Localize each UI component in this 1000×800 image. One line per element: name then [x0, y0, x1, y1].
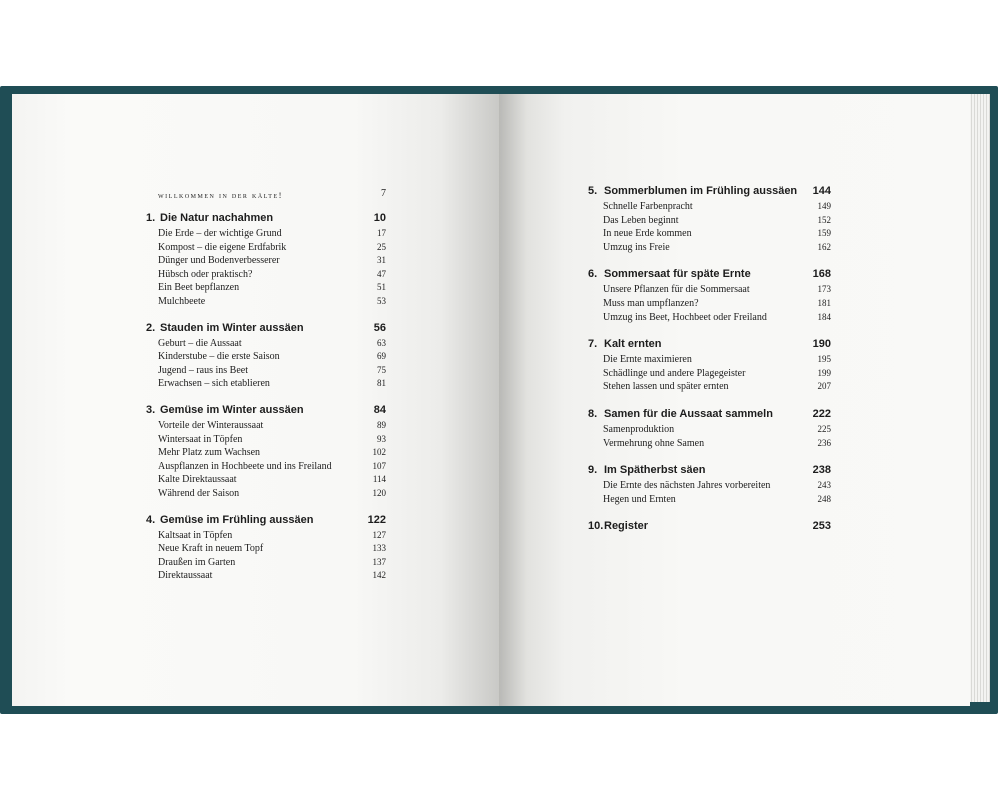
toc-chapter-page: 253 [812, 520, 831, 533]
toc-section-page: 142 [372, 570, 386, 581]
toc-section-entry [146, 365, 386, 379]
toc-section-page: 89 [377, 420, 386, 430]
toc-chapter-number: 8. [588, 408, 598, 420]
toc-chapter-entry [588, 520, 831, 536]
toc-section-title: Mulchbeete [158, 296, 206, 307]
toc-section-title: Draußen im Garten [158, 556, 236, 568]
toc-section-page: 47 [377, 268, 386, 279]
toc-section-title: Erwachsen – sich etablieren [158, 378, 270, 390]
toc-section-title: Neue Kraft in neuem Topf [158, 543, 264, 555]
toc-section-entry [146, 530, 386, 544]
toc-section-entry [588, 438, 831, 452]
toc-section-title: Vorteile der Winteraussaat [158, 420, 264, 431]
toc-section-page: 25 [377, 241, 386, 252]
toc-section-title: In neue Erde kommen [603, 228, 692, 240]
toc-section-page: 152 [817, 214, 831, 225]
toc-section-page: 236 [817, 437, 831, 448]
toc-section-title: Hübsch oder praktisch? [158, 268, 253, 280]
toc-section-page: 207 [817, 381, 831, 392]
toc-section-entry [588, 381, 831, 395]
toc-section-page: 127 [372, 529, 386, 540]
toc-chapter-title: Die Natur nachahmen [160, 212, 274, 224]
toc-section-page: 195 [817, 354, 831, 365]
toc-section-page: 63 [377, 337, 386, 348]
toc-section-entry [588, 368, 831, 382]
toc-section-entry [588, 424, 831, 438]
toc-section-page: 133 [372, 543, 386, 554]
toc-section-entry [588, 494, 831, 508]
toc-section-entry [146, 447, 386, 461]
toc-section-title: Kompost – die eigene Erdfabrik [158, 241, 287, 253]
toc-section-title: Kaltsaat in Töpfen [158, 529, 233, 541]
toc-section-entry [146, 434, 386, 448]
toc-section-title: Kalte Direktaussaat [158, 474, 237, 486]
toc-section-title: Das Leben beginnt [603, 214, 679, 226]
toc-section-entry [146, 351, 386, 365]
toc-section-entry [146, 461, 386, 475]
toc-section-entry [146, 228, 386, 242]
toc-chapter-entry [146, 404, 386, 420]
toc-section-page: 199 [817, 367, 831, 378]
toc-section-page: 51 [377, 282, 386, 293]
toc-section-title: Kinderstube – die erste Saison [158, 351, 280, 363]
toc-section-entry [588, 228, 831, 242]
toc-chapter-entry [588, 464, 831, 480]
toc-section-entry [588, 354, 831, 368]
toc-chapter-number: 5. [588, 185, 598, 197]
toc-chapter-title: Gemüse im Frühling aussäen [160, 513, 314, 526]
toc-chapter-page: 84 [373, 404, 386, 416]
toc-section-title: Während der Saison [158, 488, 240, 499]
toc-section-entry [146, 570, 386, 584]
toc-section-title: Geburt – die Aussaat [158, 337, 242, 349]
toc-section-title: Auspflanzen in Hochbeete und ins Freiland [158, 460, 332, 472]
toc-section-title: Die Erde – der wichtige Grund [158, 228, 282, 239]
toc-section-entry [146, 242, 386, 256]
toc-section-title: Unsere Pflanzen für die Sommersaat [603, 284, 750, 296]
toc-chapter-entry [146, 514, 386, 530]
toc-section-page: 17 [377, 228, 386, 238]
toc-section-entry [146, 420, 386, 434]
toc-chapter-number: 9. [588, 464, 598, 477]
toc-section-entry [146, 543, 386, 557]
toc-section-title: Samenproduktion [603, 424, 675, 435]
toc-section-entry [588, 242, 831, 256]
toc-section-title: Die Ernte maximieren [603, 354, 692, 366]
toc-section-entry [588, 284, 831, 298]
toc-chapter-title: Stauden im Winter aussäen [160, 321, 304, 334]
toc-chapter-entry [588, 268, 831, 284]
toc-chapter-number: 1. [146, 212, 156, 224]
toc-section-page: 93 [377, 433, 386, 444]
toc-section-entry [146, 296, 386, 310]
toc-chapter-page: 56 [373, 321, 386, 334]
toc-chapter-entry [146, 322, 386, 338]
toc-section-entry [146, 269, 386, 283]
toc-section-page: 69 [377, 351, 386, 362]
toc-section-title: Schädlinge und andere Plagegeister [603, 367, 746, 379]
toc-section-entry [588, 480, 831, 494]
toc-section-page: 102 [372, 447, 386, 458]
toc-chapter-page: 144 [812, 185, 831, 197]
toc-section-page: 243 [817, 480, 831, 491]
toc-chapter-title: Gemüse im Winter aussäen [160, 404, 304, 416]
toc-chapter-page: 10 [373, 212, 386, 224]
toc-section-title: Ein Beet bepflanzen [158, 282, 240, 294]
toc-section-title: Stehen lassen und später ernten [603, 381, 729, 393]
toc-section-page: 81 [377, 378, 386, 389]
toc-section-page: 149 [817, 201, 831, 211]
toc-section-title: Direktaussaat [158, 570, 213, 582]
toc-section-title: Dünger und Bodenverbesserer [158, 255, 280, 267]
toc-chapter-number: 3. [146, 404, 156, 416]
toc-section-title: Umzug ins Beet, Hochbeet oder Freiland [603, 311, 767, 323]
toc-section-page: 162 [817, 241, 831, 252]
toc-intro-entry [146, 188, 386, 204]
toc-chapter-number: 10. [588, 520, 604, 533]
toc-section-page: 181 [817, 298, 831, 308]
toc-section-page: 31 [377, 255, 386, 266]
toc-chapter-title: Kalt ernten [604, 338, 662, 351]
toc-section-page: 120 [372, 488, 386, 498]
toc-section-page: 75 [377, 364, 386, 375]
toc-section-page: 107 [372, 460, 386, 471]
toc-section-entry [588, 312, 831, 326]
toc-section-title: Mehr Platz zum Wachsen [158, 447, 261, 459]
toc-section-page: 248 [817, 493, 831, 504]
toc-chapter-title: Sommerblumen im Frühling aussäen [604, 185, 798, 197]
toc-chapter-title: Im Spätherbst säen [604, 464, 706, 477]
toc-section-page: 137 [372, 556, 386, 567]
toc-section-page: 184 [817, 311, 831, 322]
toc-chapter-page: 122 [367, 513, 386, 526]
toc-chapter-title: Register [604, 520, 649, 533]
toc-section-entry [146, 282, 386, 296]
page-edges [968, 94, 990, 702]
toc-section-title: Hegen und Ernten [603, 493, 676, 505]
toc-section-entry [146, 474, 386, 488]
toc-chapter-page: 190 [812, 338, 831, 351]
toc-section-title: Die Ernte des nächsten Jahres vorbereiten [603, 480, 771, 492]
toc-section-page: 225 [817, 424, 831, 434]
toc-chapter-number: 6. [588, 268, 598, 281]
toc-section-title: Wintersaat in Töpfen [158, 433, 243, 445]
toc-chapter-entry [146, 212, 386, 228]
toc-section-title: Schnelle Farbenpracht [603, 201, 693, 212]
toc-section-page: 173 [817, 284, 831, 295]
toc-section-title: Umzug ins Freie [603, 241, 670, 253]
toc-section-entry [588, 298, 831, 312]
left-page [12, 94, 499, 706]
toc-section-entry [146, 338, 386, 352]
toc-intro-title: willkommen in der kälte! [158, 190, 283, 200]
toc-section-entry [146, 255, 386, 269]
toc-section-title: Jugend – raus ins Beet [158, 364, 248, 376]
toc-chapter-title: Samen für die Aussaat sammeln [604, 408, 773, 420]
toc-section-title: Vermehrung ohne Samen [603, 437, 705, 449]
toc-section-entry [146, 378, 386, 392]
toc-intro-page: 7 [381, 188, 386, 199]
toc-chapter-number: 7. [588, 338, 598, 351]
toc-section-entry [588, 215, 831, 229]
toc-chapter-number: 4. [146, 513, 156, 526]
toc-chapter-entry [588, 408, 831, 424]
toc-chapter-number: 2. [146, 321, 156, 334]
toc-chapter-entry [588, 185, 831, 201]
toc-chapter-page: 168 [812, 268, 831, 281]
toc-chapter-entry [588, 338, 831, 354]
toc-chapter-title: Sommersaat für späte Ernte [604, 268, 751, 281]
toc-section-title: Muss man umpflanzen? [603, 298, 699, 309]
toc-section-page: 114 [372, 474, 386, 485]
toc-section-entry [146, 557, 386, 571]
toc-chapter-page: 238 [812, 464, 831, 477]
toc-section-page: 53 [377, 296, 386, 306]
toc-section-entry [588, 201, 831, 215]
toc-section-page: 159 [817, 228, 831, 239]
toc-chapter-page: 222 [812, 408, 831, 420]
toc-section-entry [146, 488, 386, 502]
